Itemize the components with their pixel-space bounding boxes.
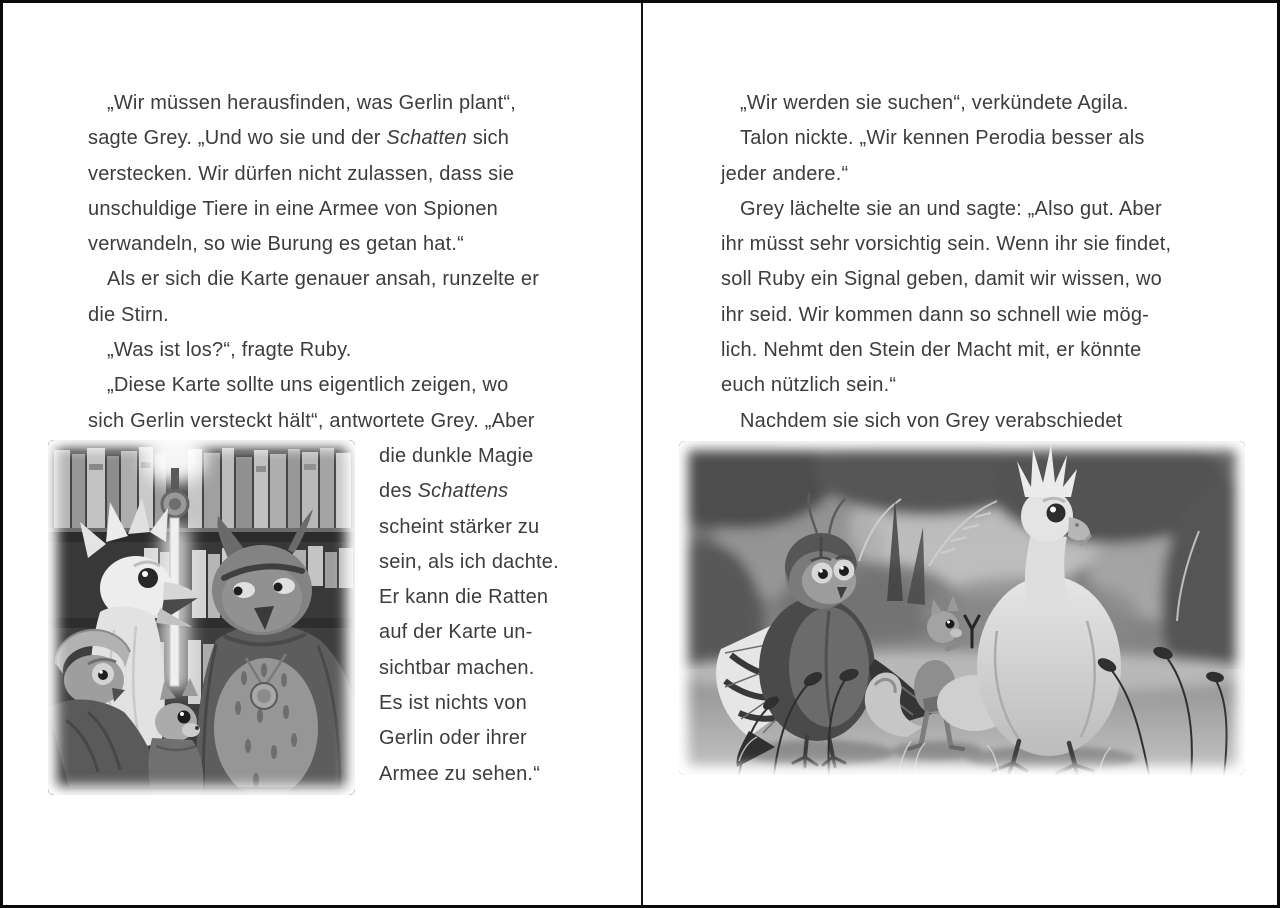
text-segment: Grey lächelte sie an und sagte: „Also gut. Aber	[740, 197, 1162, 220]
text-line	[88, 333, 593, 368]
text-segment: ihr müsst sehr vorsichtig sein. Wenn ihr sie findet,	[721, 233, 1172, 256]
text-segment: Es ist nichts von	[379, 692, 527, 715]
text-segment: Nachdem sie sich von Grey verabschiedet	[740, 409, 1123, 432]
text-segment: Gerlin oder ihrer	[379, 727, 527, 750]
text-line	[721, 121, 1206, 156]
forest-illustration-svg	[679, 441, 1245, 775]
right-page-text	[721, 86, 1206, 439]
text-line	[721, 262, 1206, 297]
text-segment: jeder andere.“	[721, 162, 849, 185]
text-segment: sein, als ich dachte.	[379, 550, 559, 573]
text-line	[721, 298, 1206, 333]
text-line	[379, 757, 593, 792]
text-line	[88, 368, 593, 403]
text-segment: ihr seid. Wir kommen dann so schnell wie mög-	[721, 303, 1150, 326]
text-line	[88, 298, 593, 333]
text-segment: sichtbar machen.	[379, 656, 535, 679]
text-line	[88, 227, 593, 262]
text-segment: sagte Grey. „Und wo sie und der	[88, 127, 387, 150]
text-line	[88, 86, 593, 121]
text-segment: verstecken. Wir dürfen nicht zulassen, dass sie	[88, 162, 515, 185]
text-line	[721, 404, 1206, 439]
text-line	[721, 227, 1206, 262]
text-segment: die dunkle Magie	[379, 444, 534, 467]
text-line	[88, 192, 593, 227]
text-segment: des	[379, 480, 418, 503]
text-line	[379, 545, 593, 580]
text-line	[721, 86, 1206, 121]
text-segment: „Diese Karte sollte uns eigentlich zeigen, wo	[107, 374, 509, 397]
text-line	[721, 368, 1206, 403]
text-line	[721, 157, 1206, 192]
text-segment: die Stirn.	[88, 303, 169, 326]
text-line	[721, 192, 1206, 227]
text-segment: euch nützlich sein.“	[721, 374, 897, 397]
text-line	[379, 615, 593, 650]
text-line	[88, 262, 593, 297]
text-line	[88, 121, 593, 156]
page-gutter-divider	[641, 3, 643, 905]
text-line	[88, 404, 593, 439]
text-segment: „Was ist los?“, fragte Ruby.	[107, 339, 352, 362]
text-line	[88, 157, 593, 192]
text-segment: Armee zu sehen.“	[379, 762, 541, 785]
text-segment: lich. Nehmt den Stein der Macht mit, er könnte	[721, 339, 1142, 362]
text-line	[721, 333, 1206, 368]
text-line	[379, 510, 593, 545]
text-segment: soll Ruby ein Signal geben, damit wir wissen, wo	[721, 268, 1162, 291]
forest-illustration	[679, 441, 1245, 775]
text-line	[379, 721, 593, 756]
italic-text-segment: Schatten	[386, 127, 467, 150]
text-segment: „Wir müssen herausfinden, was Gerlin plant“,	[107, 92, 516, 114]
text-segment: sich Gerlin versteckt hält“, antwortete Grey. „Aber	[88, 409, 535, 432]
text-segment: „Wir werden sie suchen“, verkündete Agila.	[740, 92, 1129, 114]
text-segment: unschuldige Tiere in eine Armee von Spionen	[88, 197, 498, 220]
italic-text-segment: Schattens	[417, 480, 509, 503]
text-segment: scheint stärker zu	[379, 515, 540, 538]
text-line	[379, 651, 593, 686]
text-line	[379, 686, 593, 721]
text-line	[379, 580, 593, 615]
library-illustration-svg	[48, 440, 355, 795]
text-segment: Talon nickte. „Wir kennen Perodia besser als	[740, 127, 1145, 150]
text-segment: verwandeln, so wie Burung es getan hat.“	[88, 233, 464, 256]
text-segment: auf der Karte un-	[379, 621, 533, 644]
text-segment: Als er sich die Karte genauer ansah, runzelte er	[107, 268, 540, 291]
library-illustration	[48, 440, 355, 795]
text-line	[379, 439, 593, 474]
text-line	[379, 474, 593, 509]
text-segment: sich	[466, 127, 510, 150]
text-segment: Er kann die Ratten	[379, 586, 549, 609]
